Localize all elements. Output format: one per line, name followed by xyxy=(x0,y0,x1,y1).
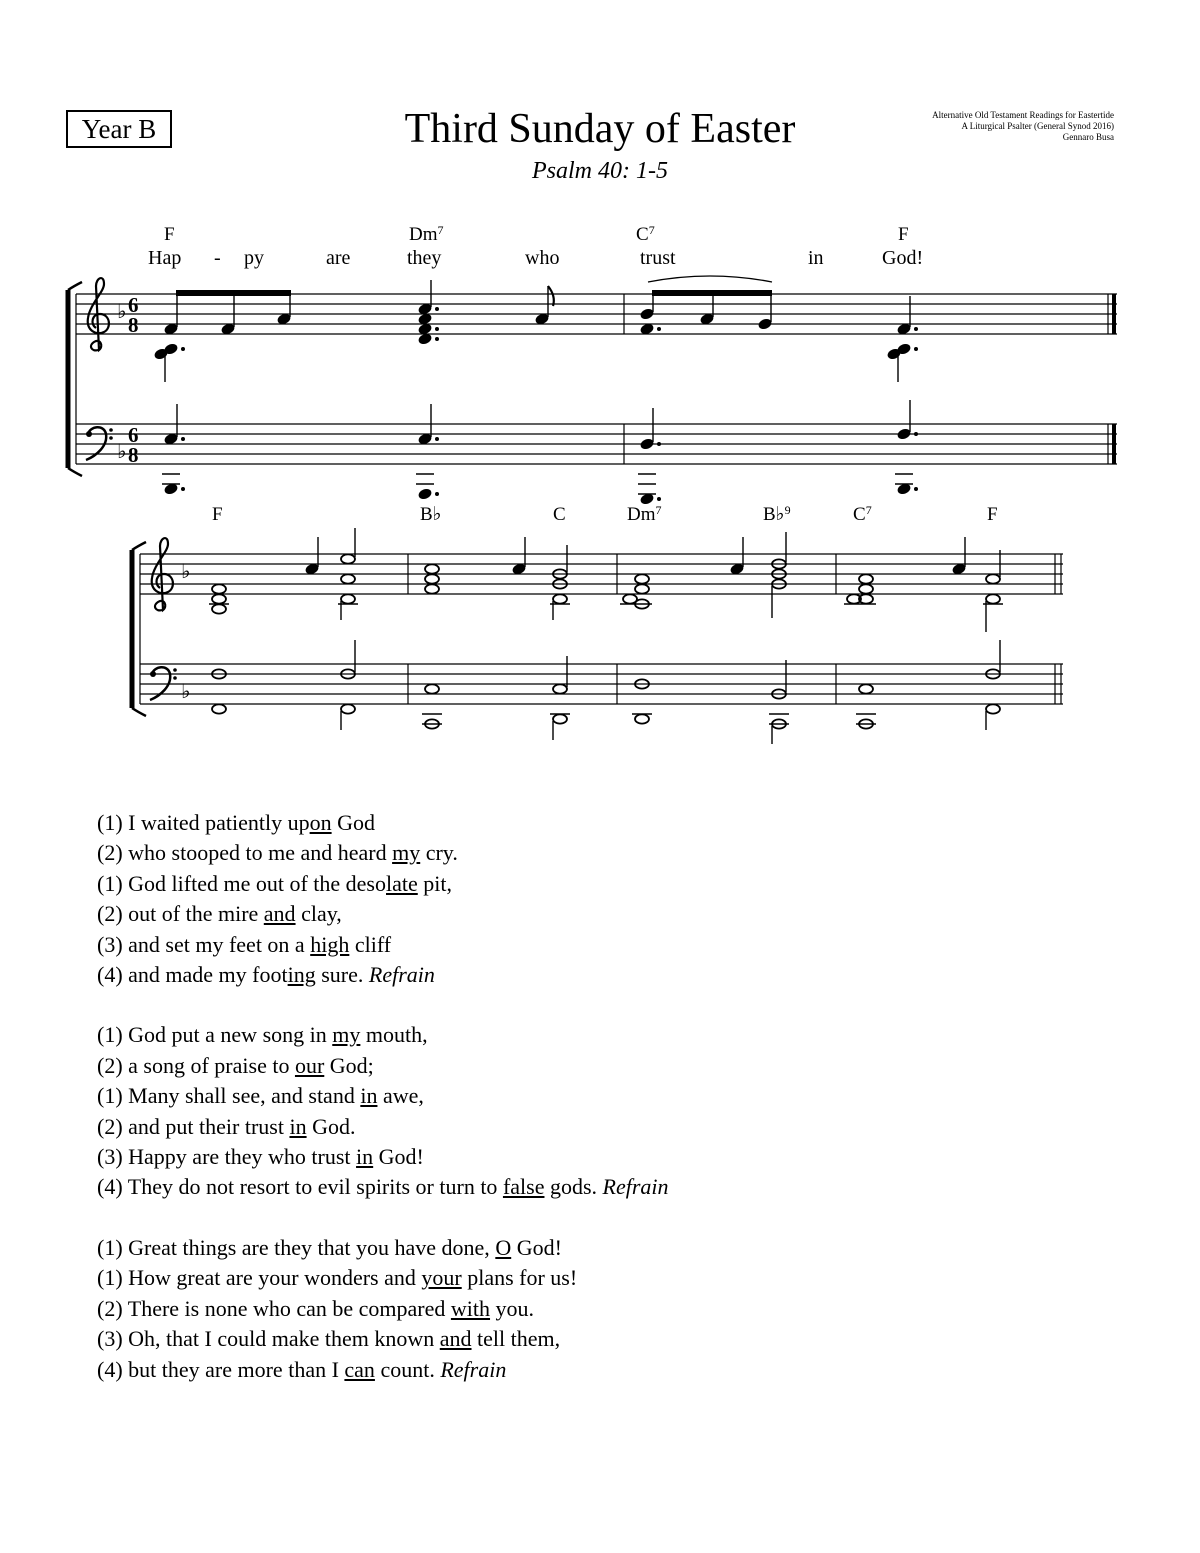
lyric-syllable: in xyxy=(808,247,824,269)
credit-line: A Liturgical Psalter (General Synod 2016) xyxy=(961,121,1114,131)
verse-stanza xyxy=(97,1020,669,1202)
chord-symbol: C xyxy=(553,504,566,525)
verse-text: sure. xyxy=(315,962,369,988)
svg-text:♭: ♭ xyxy=(181,559,191,583)
verse-text: (1) How great are your wonders and xyxy=(97,1265,422,1291)
chord-symbol: F xyxy=(898,224,909,245)
refrain-cue: Refrain xyxy=(602,1174,669,1200)
verse-text: (1) God put a new song in xyxy=(97,1022,333,1048)
chord-symbol: Dm$^7$ xyxy=(409,223,444,245)
verse-line xyxy=(97,930,669,960)
verse-text: God xyxy=(331,810,375,835)
verse-line xyxy=(97,899,669,929)
credit-line: Alternative Old Testament Readings for Eastertide xyxy=(932,110,1114,120)
verse-text: (4) and made my foot xyxy=(97,962,288,988)
svg-text:6: 6 xyxy=(128,293,139,317)
verse-text: cliff xyxy=(349,931,392,957)
psalm-reference: Psalm 40: 1-5 xyxy=(532,158,668,184)
verse-line xyxy=(97,1020,669,1050)
verse-text: (4) but they are more than I xyxy=(97,1356,345,1382)
stressed-syllable: in xyxy=(360,1083,378,1109)
verse-text: (1) Great things are they that you have done, xyxy=(97,1234,496,1260)
stressed-syllable: O xyxy=(495,1234,512,1260)
verse-text: (4) They do not resort to evil spirits or turn to xyxy=(97,1174,503,1200)
verse-text: tell them, xyxy=(471,1326,561,1352)
svg-text:♭: ♭ xyxy=(117,299,127,323)
verse-text: (1) I waited patiently up xyxy=(97,810,310,835)
stressed-syllable: my xyxy=(332,1022,361,1048)
verse-line xyxy=(97,960,669,990)
verse-line xyxy=(97,1112,669,1142)
chord-symbol: $C^7$ xyxy=(636,223,655,245)
verse-text: (2) and put their trust xyxy=(97,1113,290,1139)
verse-text: count. xyxy=(374,1356,441,1382)
verse-text: (3) Oh, that I could make them known xyxy=(97,1326,440,1352)
chord-symbol: B♭$^9$ xyxy=(763,503,791,525)
page-title: Third Sunday of Easter xyxy=(404,106,796,152)
verse-line xyxy=(97,1294,669,1324)
stressed-syllable: your xyxy=(421,1265,462,1291)
verse-line xyxy=(97,1172,669,1202)
stressed-syllable: in xyxy=(289,1113,307,1139)
verse-stanza xyxy=(97,1233,669,1385)
lyric-syllable: God! xyxy=(882,247,924,269)
verse-line xyxy=(97,1355,669,1385)
chord-symbol: F xyxy=(164,224,175,245)
stressed-syllable: and xyxy=(439,1326,472,1352)
chord-symbol: F xyxy=(212,504,223,525)
refrain-cue: Refrain xyxy=(440,1356,507,1382)
svg-text:6: 6 xyxy=(128,423,139,447)
lyric-hyphen: - xyxy=(214,247,221,269)
lyric-syllable: who xyxy=(525,247,560,269)
verse-line xyxy=(97,1051,669,1081)
verse-text: (2) a song of praise to xyxy=(97,1052,295,1078)
verse-line xyxy=(97,1142,669,1172)
stressed-syllable: late xyxy=(386,870,418,896)
lyric-syllable: trust xyxy=(640,247,676,269)
verse-text: awe, xyxy=(377,1083,424,1109)
stressed-syllable: and xyxy=(263,901,296,927)
chord-symbol: Dm$^7$ xyxy=(627,503,662,525)
chant-system xyxy=(132,528,1063,744)
refrain-cue: Refrain xyxy=(368,962,435,988)
verse-line xyxy=(97,1263,669,1293)
year-label: Year B xyxy=(66,110,172,148)
verse-text: (1) God lifted me out of the deso xyxy=(97,870,386,896)
verse-text: plans for us! xyxy=(461,1265,578,1291)
chord-symbol: $C^7$ xyxy=(853,503,872,525)
stressed-syllable: high xyxy=(310,931,350,957)
refrain-system xyxy=(68,276,1117,506)
verse-line xyxy=(97,808,669,838)
stressed-syllable: our xyxy=(294,1052,325,1078)
svg-text:♭: ♭ xyxy=(117,439,127,463)
stressed-syllable: false xyxy=(502,1174,545,1200)
verse-text: (1) Many shall see, and stand xyxy=(97,1083,361,1109)
svg-text:♭: ♭ xyxy=(181,679,191,703)
verse-text: God; xyxy=(324,1052,374,1078)
verse-text: God. xyxy=(306,1113,356,1139)
music-notation xyxy=(0,0,1200,760)
verse-text: clay, xyxy=(295,901,342,927)
verse-text: God! xyxy=(511,1234,562,1260)
verse-line xyxy=(97,1233,669,1263)
verse-stanza xyxy=(97,808,669,990)
verse-text: you. xyxy=(490,1295,535,1321)
lyric-syllable: Hap xyxy=(148,247,182,269)
verse-line xyxy=(97,869,669,899)
chord-symbol: F xyxy=(987,504,998,525)
verse-text: (3) and set my feet on a xyxy=(97,931,311,957)
stressed-syllable: ing xyxy=(287,962,316,988)
verse-text: gods. xyxy=(544,1174,603,1200)
verse-line xyxy=(97,1081,669,1111)
verse-line xyxy=(97,838,669,868)
verse-line xyxy=(97,1324,669,1354)
verses xyxy=(97,808,669,1415)
verse-text: cry. xyxy=(420,840,458,866)
verse-text: (2) There is none who can be compared xyxy=(97,1295,451,1321)
verse-text: (2) out of the mire xyxy=(97,901,264,927)
lyric-syllable: are xyxy=(326,247,351,269)
svg-text:8: 8 xyxy=(128,313,139,337)
verse-text: (2) who stooped to me and heard xyxy=(97,840,393,866)
chord-symbol: B♭ xyxy=(420,504,442,525)
credit-line: Gennaro Busa xyxy=(1062,132,1114,142)
stressed-syllable: with xyxy=(450,1295,491,1321)
verse-text: (3) Happy are they who trust xyxy=(97,1144,357,1170)
stressed-syllable: my xyxy=(392,840,421,866)
stressed-syllable: can xyxy=(344,1356,375,1382)
verse-text: mouth, xyxy=(360,1022,428,1048)
stressed-syllable: in xyxy=(356,1144,374,1170)
lyric-syllable: they xyxy=(407,247,442,269)
svg-text:8: 8 xyxy=(128,443,139,467)
lyric-syllable: py xyxy=(244,247,264,269)
verse-text: pit, xyxy=(417,870,452,896)
verse-text: God! xyxy=(373,1144,424,1170)
stressed-syllable: on xyxy=(309,810,332,835)
